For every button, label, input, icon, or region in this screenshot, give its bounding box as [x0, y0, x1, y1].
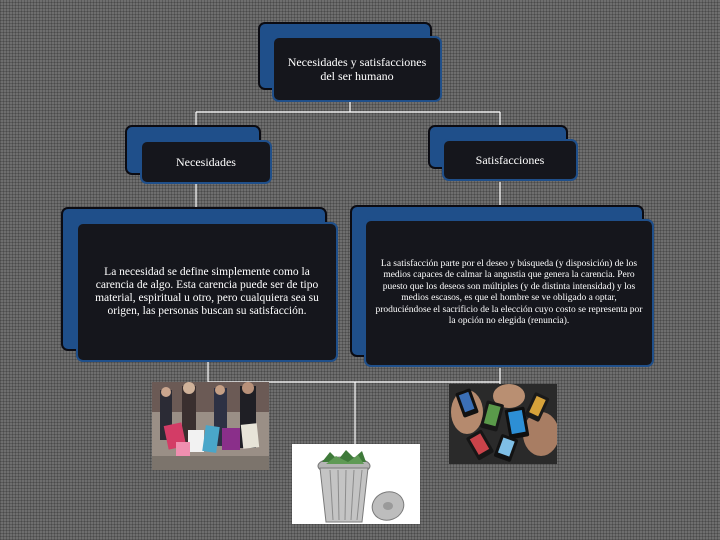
necesidades-description-box — [76, 222, 338, 362]
satisfacciones-box — [442, 139, 578, 181]
shopping-bags-photo — [152, 382, 269, 470]
mobile-phones-photo — [449, 384, 557, 464]
necesidades-description: La necesidad se define simplemente como la carencia de algo. Esta carencia puede ser de tipo material, espiritual u otro, pero cualquiera sea su origen, las personas buscan su satisfacción. — [95, 266, 319, 317]
satisfacciones-description-box — [364, 219, 654, 367]
satisfacciones-description: La satisfacción parte por el deseo y búsqueda (y disposición) de los medios capaces de calmar la angustia que genera la carencia. Pero puesto que los deseos son múltiples (y de distinta intensidad) y los medios escasos, es que el hombre se ve obligado a optar, produciéndose el sacrificio de la elección cuyo costo se representa por la opción no elegida (renuncia). — [375, 258, 643, 326]
necesidades-label: Necesidades — [176, 154, 236, 169]
root-box — [272, 36, 442, 102]
trash-can-money-photo — [292, 444, 420, 524]
necesidades-box — [140, 140, 272, 184]
satisfacciones-label: Satisfacciones — [475, 152, 545, 167]
root-label: Necesidades y satisfacciones del ser humano — [287, 55, 427, 83]
